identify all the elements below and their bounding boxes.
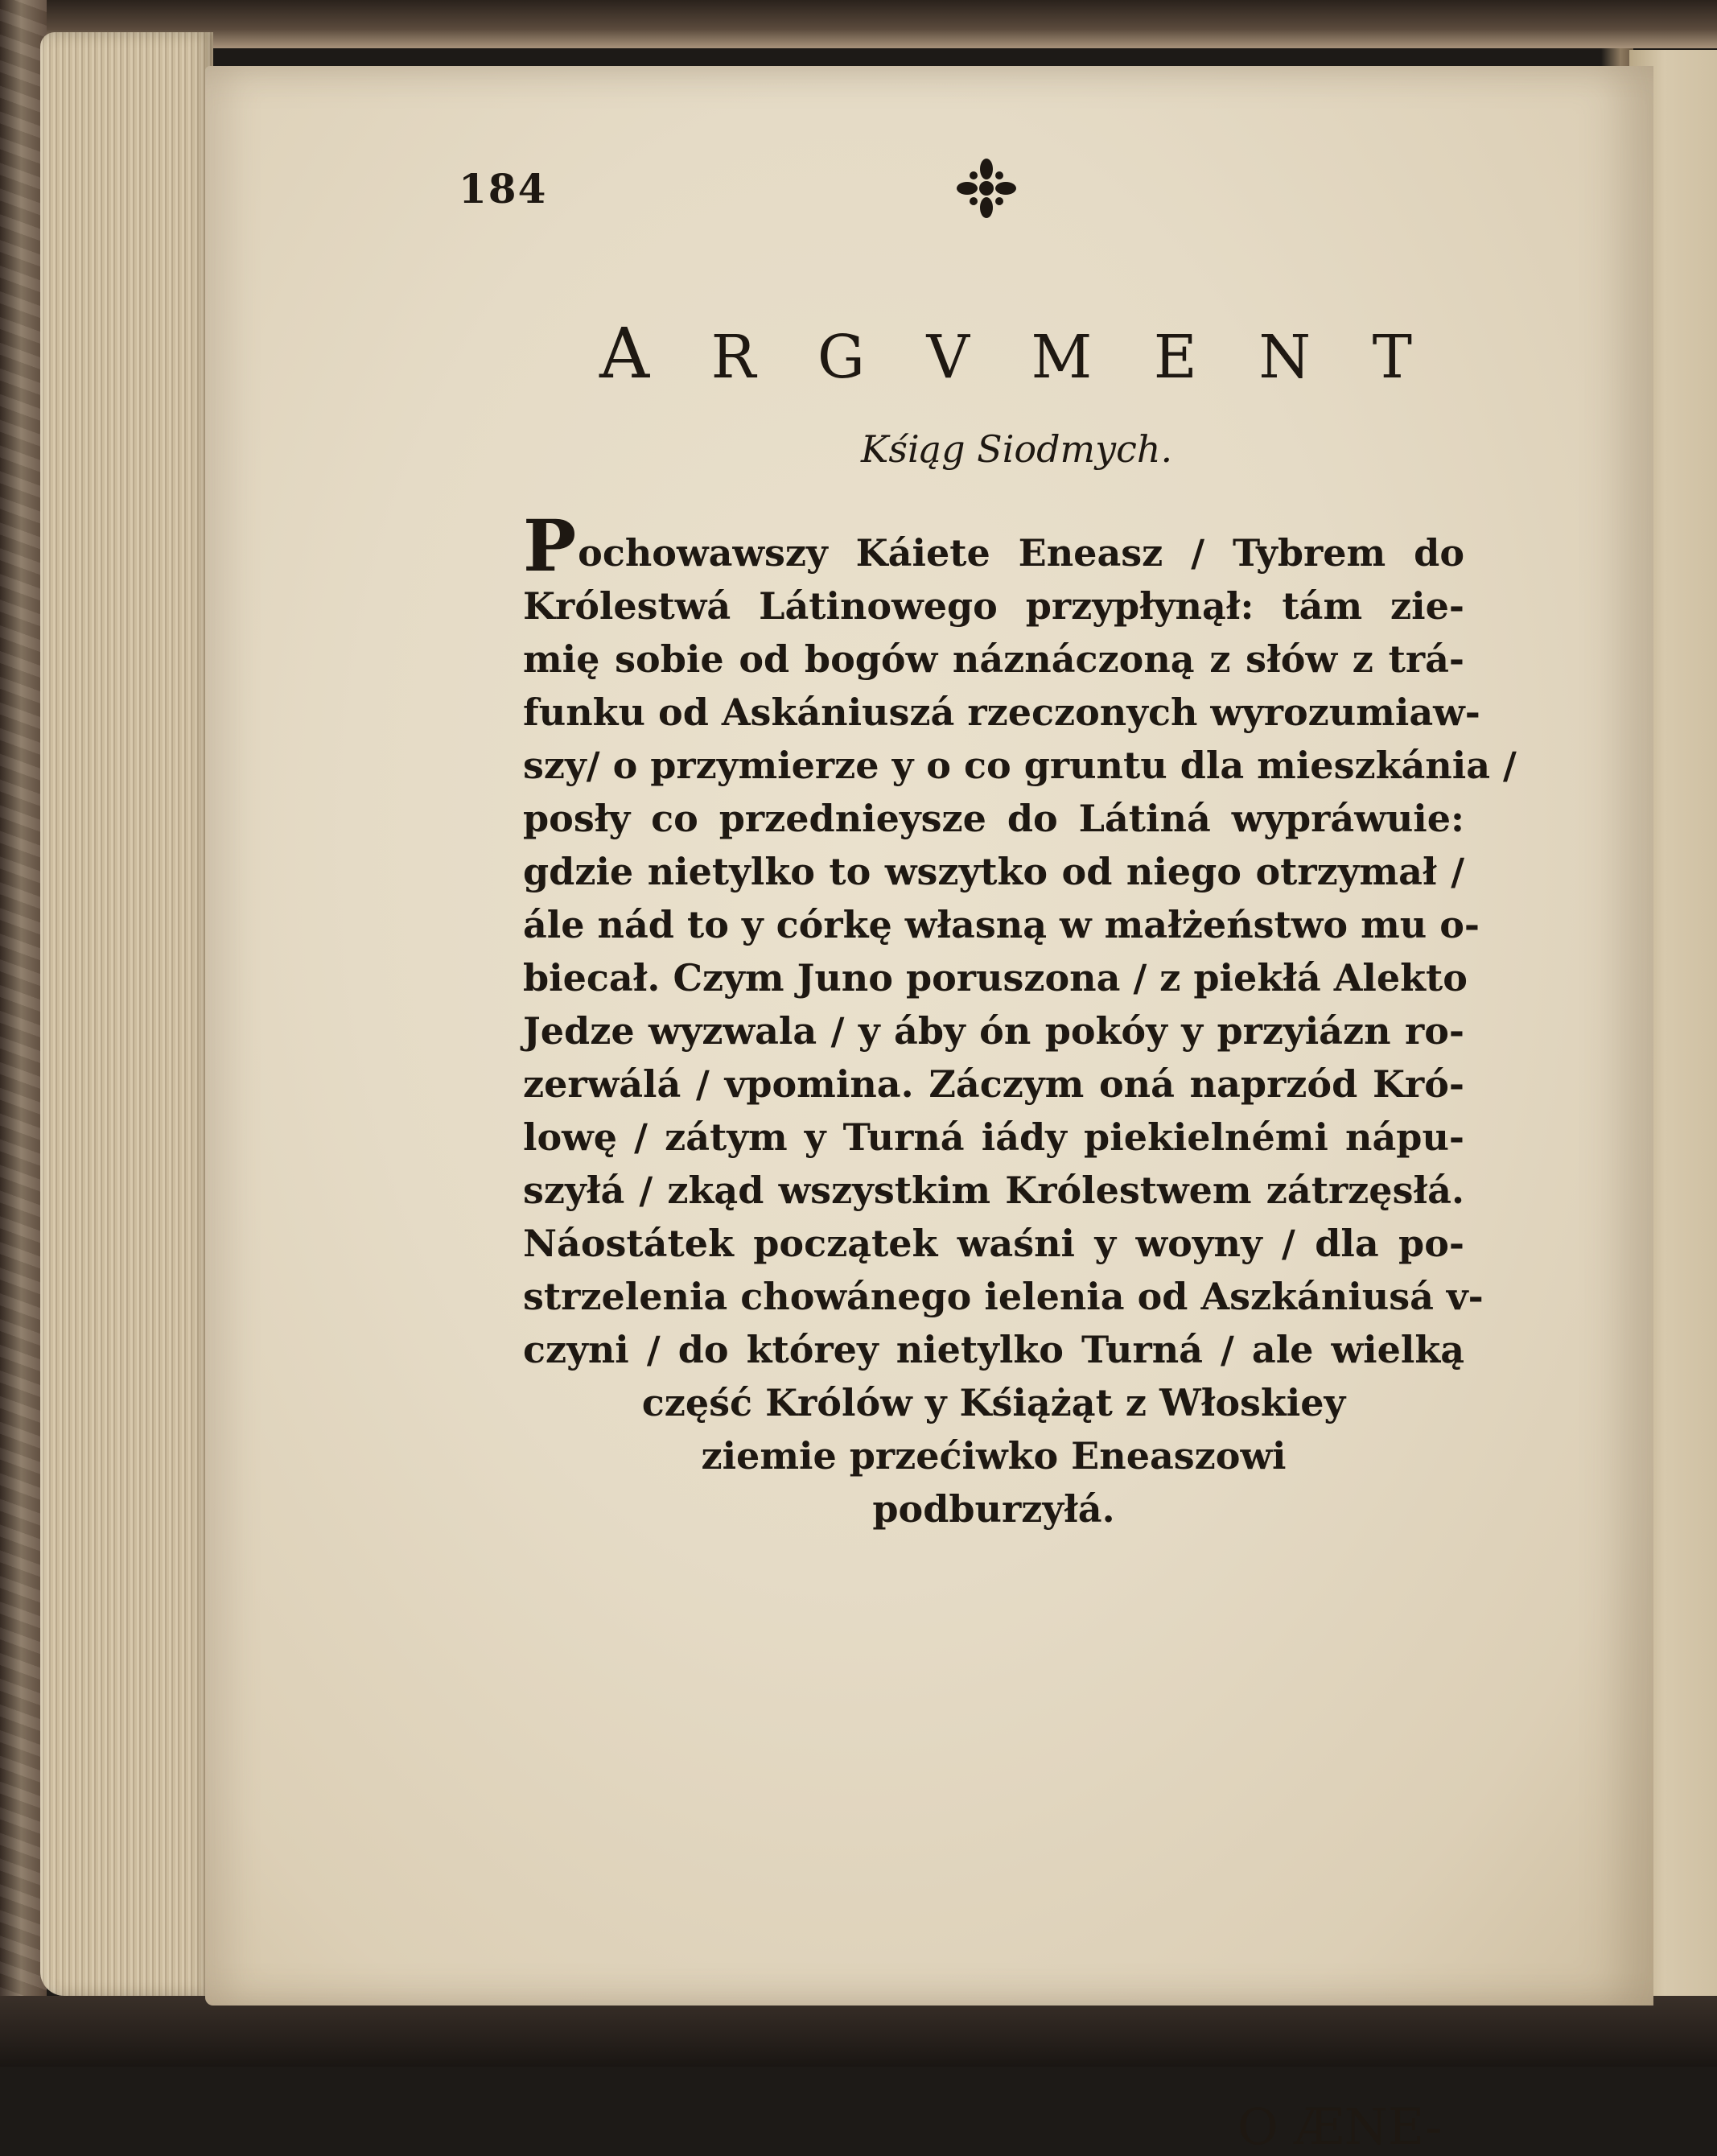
heading-letter: V bbox=[926, 323, 970, 392]
page-number: 184 bbox=[459, 165, 548, 212]
heading-letter: M bbox=[1031, 323, 1093, 392]
page-heading bbox=[599, 314, 1412, 398]
page-subheading: Kśiąg Siodmych. bbox=[861, 427, 1173, 471]
text-line: szyłá / zkąd wszystkim Królestwem zátrzęsłá. bbox=[523, 1169, 1464, 1212]
binding-top-edge bbox=[0, 0, 1717, 48]
text-line: biecał. Czym Juno poruszona / z piekłá Alekto bbox=[523, 956, 1468, 1000]
heading-letter: T bbox=[1372, 323, 1412, 392]
desk-bottom-edge bbox=[0, 1996, 1717, 2067]
text-line: posły co przednieysze do Látiná wypráwuie: bbox=[523, 797, 1464, 840]
text-line: szy/ o przymierze y o co gruntu dla mieszkánia / bbox=[523, 744, 1517, 787]
text-line: gdzie nietylko to wszytko od niego otrzymał / bbox=[523, 850, 1464, 893]
text-line: lowę / zátym y Turná iády piekielnémi nápu- bbox=[523, 1115, 1464, 1159]
text-line: część Królów y Kśiążąt z Włoskiey bbox=[641, 1381, 1346, 1424]
text-line: Jedze wyzwala / y áby ón pokóy y przyiázn ro- bbox=[523, 1009, 1464, 1053]
text-line: Náostátek początek waśni y woyny / dla po- bbox=[523, 1222, 1464, 1265]
heading-letter: N bbox=[1258, 323, 1311, 392]
text-line: podburzyłá. bbox=[872, 1487, 1115, 1531]
text-line: czyni / do którey nietylko Turná / ale wielką bbox=[523, 1328, 1464, 1371]
text-line: funku od Askániuszá rzeczonych wyrozumiaw- bbox=[523, 690, 1480, 734]
text-line: ále nád to y córkę własną w małżeństwo mu o- bbox=[523, 903, 1480, 946]
text-line: strzelenia chowánego ielenia od Aszkániusá v- bbox=[523, 1275, 1484, 1318]
page-block-edges bbox=[40, 32, 213, 1996]
heading-letter: A bbox=[599, 314, 650, 394]
text-line: Pochowawszy Káiete Eneasz / Tybrem do bbox=[523, 504, 1464, 587]
catchword: O ÆNE- bbox=[1237, 2097, 1443, 2156]
text-line: ziemie przećiwko Eneaszowi bbox=[701, 1434, 1287, 1478]
text-line: mię sobie od bogów náznáczoną z słów z trá- bbox=[523, 637, 1464, 681]
fleuron-ornament-icon bbox=[956, 158, 1017, 219]
text-line: Królestwá Látinowego przypłynął: tám zie- bbox=[523, 584, 1464, 628]
argument-paragraph bbox=[523, 504, 1517, 1536]
text-line: zerwálá / vpomina. Záczym oná naprzód Kró- bbox=[523, 1062, 1464, 1106]
heading-letter: G bbox=[817, 323, 865, 392]
heading-letter: R bbox=[710, 323, 756, 392]
drop-initial: P bbox=[523, 504, 577, 587]
heading-letter: E bbox=[1153, 323, 1197, 392]
